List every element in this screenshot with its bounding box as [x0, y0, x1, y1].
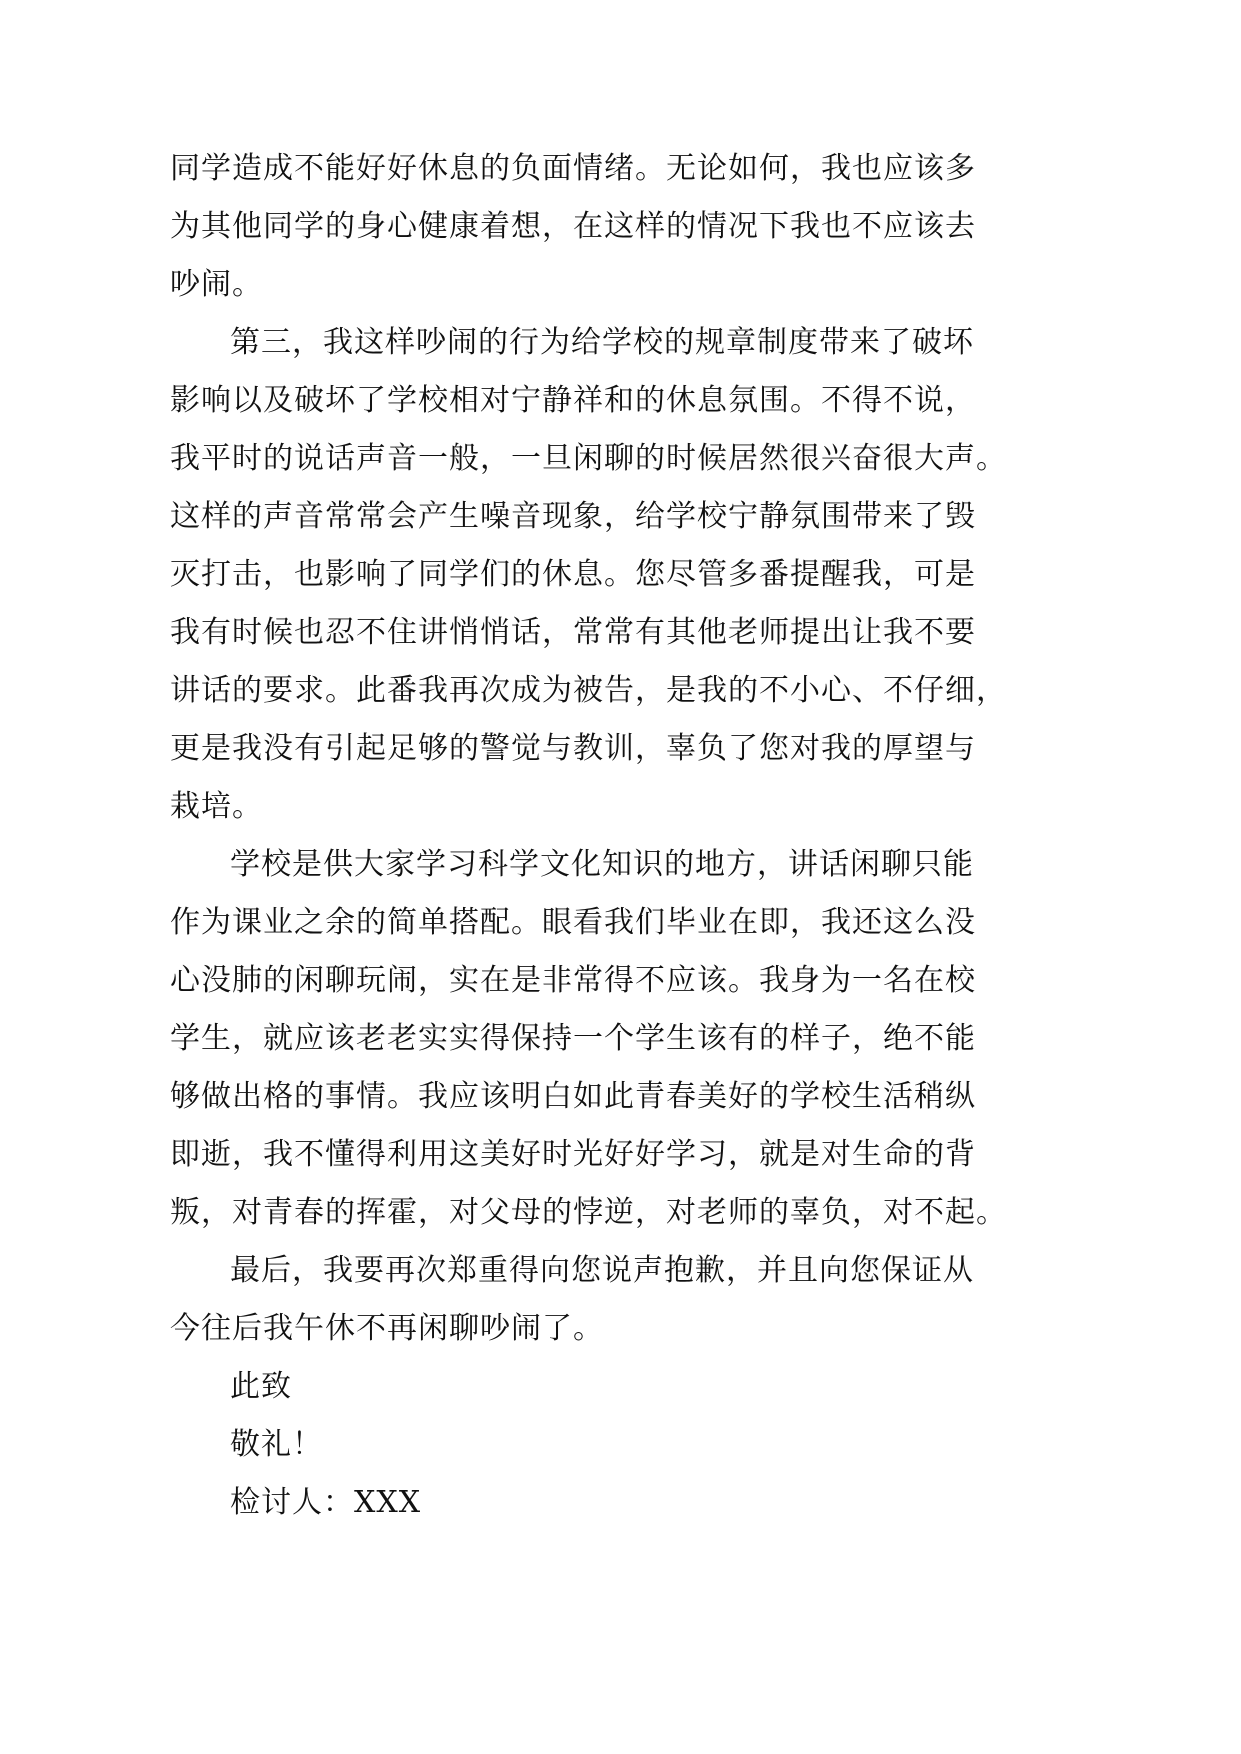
paragraph-line: 叛，对青春的挥霍，对父母的悖逆，对老师的辜负，对不起。: [170, 1195, 1007, 1230]
paragraph-line: 第三，我这样吵闹的行为给学校的规章制度带来了破坏: [230, 325, 974, 360]
paragraph-line: 今往后我午休不再闲聊吵闹了。: [170, 1311, 604, 1346]
paragraph-line: 够做出格的事情。我应该明白如此青春美好的学校生活稍纵: [170, 1079, 976, 1114]
closing-line: 此致: [230, 1369, 292, 1404]
paragraph-line: 为其他同学的身心健康着想，在这样的情况下我也不应该去: [170, 209, 976, 244]
paragraph-1: [170, 140, 976, 314]
paragraph-line: 影响以及破坏了学校相对宁静祥和的休息氛围。不得不说，: [170, 383, 976, 418]
paragraph-line: 更是我没有引起足够的警觉与教训，辜负了您对我的厚望与: [170, 731, 976, 766]
paragraph-line: 这样的声音常常会产生噪音现象，给学校宁静氛围带来了毁: [170, 499, 976, 534]
paragraph-line: 作为课业之余的简单搭配。眼看我们毕业在即，我还这么没: [170, 905, 976, 940]
signature-line: 检讨人：XXX: [230, 1485, 422, 1520]
paragraph-line: 灭打击，也影响了同学们的休息。您尽管多番提醒我，可是: [170, 557, 976, 592]
paragraph-line: 学校是供大家学习科学文化知识的地方，讲话闲聊只能: [230, 847, 974, 882]
paragraph-line: 学生，就应该老老实实得保持一个学生该有的样子，绝不能: [170, 1021, 976, 1056]
paragraph-line: 我有时候也忍不住讲悄悄话，常常有其他老师提出让我不要: [170, 615, 976, 650]
paragraph-line: 心没肺的闲聊玩闹，实在是非常得不应该。我身为一名在校: [170, 963, 976, 998]
paragraph-4: [170, 1242, 974, 1358]
paragraph-line: 即逝，我不懂得利用这美好时光好好学习，就是对生命的背: [170, 1137, 976, 1172]
document-body: [170, 140, 1007, 1532]
paragraph-line: 同学造成不能好好休息的负面情绪。无论如何，我也应该多: [170, 151, 976, 186]
paragraph-2: [170, 314, 1007, 836]
paragraph-line: 栽培。: [170, 789, 263, 824]
paragraph-line: 吵闹。: [170, 267, 263, 302]
paragraph-3: [170, 836, 1007, 1242]
salutation-line: 敬礼！: [230, 1427, 323, 1462]
paragraph-line: 最后，我要再次郑重得向您说声抱歉，并且向您保证从: [230, 1253, 974, 1288]
closing-block: [170, 1358, 970, 1532]
paragraph-line: 我平时的说话声音一般，一旦闲聊的时候居然很兴奋很大声。: [170, 441, 1007, 476]
paragraph-line: 讲话的要求。此番我再次成为被告，是我的不小心、不仔细，: [170, 673, 1007, 708]
